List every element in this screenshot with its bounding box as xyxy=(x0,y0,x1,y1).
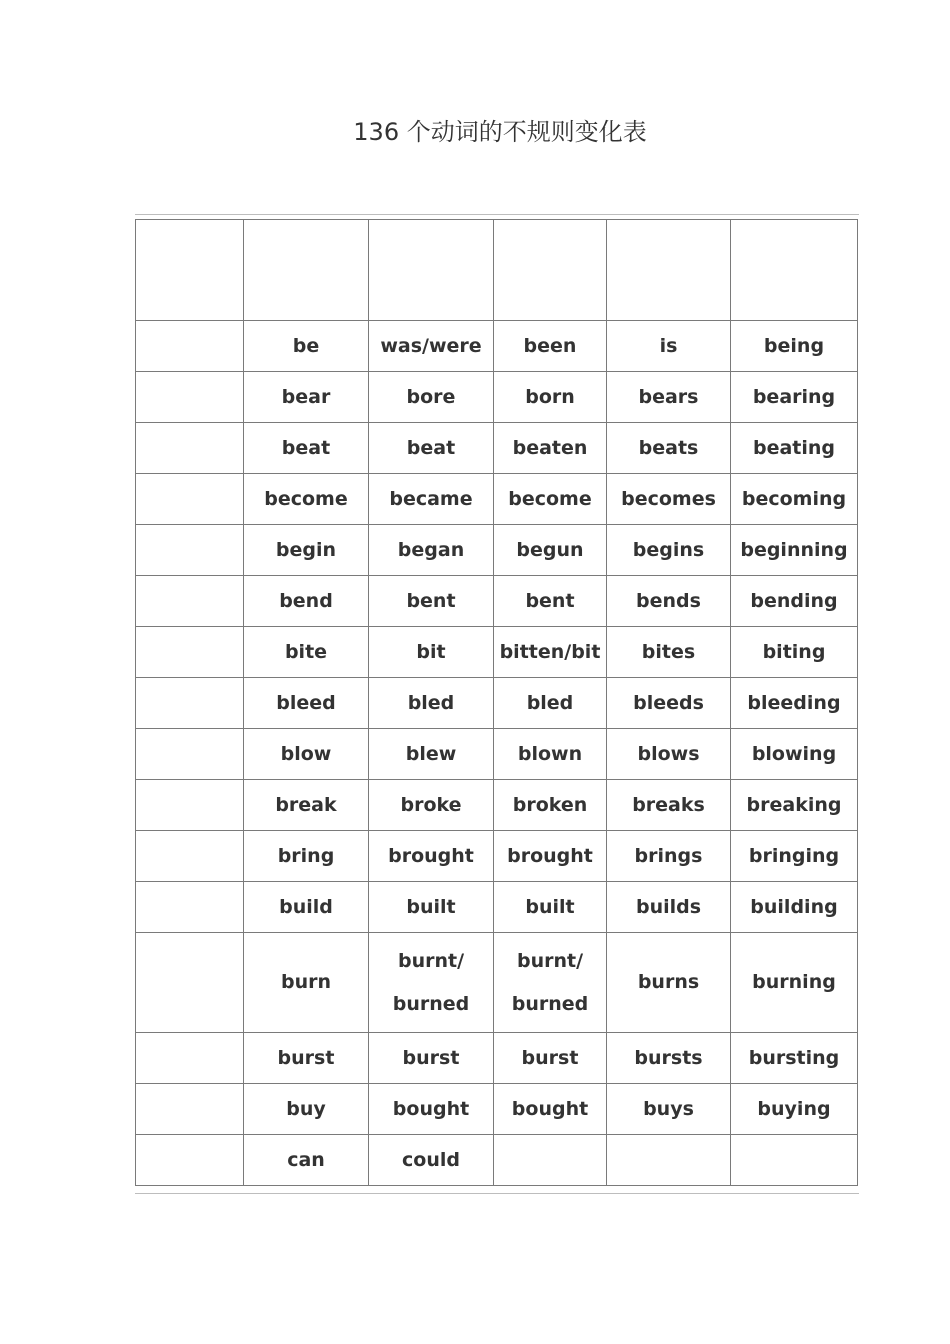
present-participle-cell: blowing xyxy=(731,729,858,780)
third-person-cell: becomes xyxy=(607,474,731,525)
past-tense-cell: bit xyxy=(369,627,494,678)
row-label-cell xyxy=(136,525,244,576)
table-row xyxy=(136,831,858,882)
present-participle-cell: being xyxy=(731,321,858,372)
past-tense-cell: built xyxy=(369,882,494,933)
past-tense-cell: bled xyxy=(369,678,494,729)
row-label-cell xyxy=(136,678,244,729)
present-participle-cell: becoming xyxy=(731,474,858,525)
third-person-cell: bears xyxy=(607,372,731,423)
row-label-cell xyxy=(136,474,244,525)
present-participle-cell xyxy=(731,1135,858,1186)
row-label-cell xyxy=(136,372,244,423)
base-form-cell: buy xyxy=(244,1084,369,1135)
third-person-cell: brings xyxy=(607,831,731,882)
third-person-cell xyxy=(607,1135,731,1186)
present-participle-cell: buying xyxy=(731,1084,858,1135)
row-label-cell xyxy=(136,780,244,831)
past-tense-cell: burst xyxy=(369,1033,494,1084)
base-form-cell: blow xyxy=(244,729,369,780)
table-row xyxy=(136,321,858,372)
past-participle-cell: blown xyxy=(494,729,607,780)
past-tense-cell: could xyxy=(369,1135,494,1186)
present-participle-cell: bending xyxy=(731,576,858,627)
past-participle-cell: begun xyxy=(494,525,607,576)
row-label-cell xyxy=(136,423,244,474)
past-tense-cell: blew xyxy=(369,729,494,780)
past-participle-cell: built xyxy=(494,882,607,933)
past-tense-cell: bought xyxy=(369,1084,494,1135)
third-person-cell: begins xyxy=(607,525,731,576)
present-participle-cell: building xyxy=(731,882,858,933)
past-tense-cell: began xyxy=(369,525,494,576)
past-tense-cell: became xyxy=(369,474,494,525)
header-cell xyxy=(494,220,607,321)
present-participle-cell: bearing xyxy=(731,372,858,423)
table-header-row xyxy=(136,220,858,321)
present-participle-cell: bleeding xyxy=(731,678,858,729)
base-form-cell: burst xyxy=(244,1033,369,1084)
base-form-cell: bend xyxy=(244,576,369,627)
base-form-cell: break xyxy=(244,780,369,831)
header-cell xyxy=(369,220,494,321)
third-person-cell: buys xyxy=(607,1084,731,1135)
row-label-cell xyxy=(136,882,244,933)
table-row xyxy=(136,576,858,627)
row-label-cell xyxy=(136,627,244,678)
table-row xyxy=(136,372,858,423)
present-participle-cell: beating xyxy=(731,423,858,474)
page-title: 136 个动词的不规则变化表 xyxy=(353,118,647,146)
third-person-cell: breaks xyxy=(607,780,731,831)
past-tense-cell: brought xyxy=(369,831,494,882)
past-tense-cell: bore xyxy=(369,372,494,423)
present-participle-cell: bringing xyxy=(731,831,858,882)
base-form-cell: bring xyxy=(244,831,369,882)
row-label-cell xyxy=(136,1135,244,1186)
present-participle-cell: bursting xyxy=(731,1033,858,1084)
past-tense-cell: bent xyxy=(369,576,494,627)
present-participle-cell: breaking xyxy=(731,780,858,831)
table-row xyxy=(136,1084,858,1135)
past-tense-cell: was/were xyxy=(369,321,494,372)
base-form-cell: can xyxy=(244,1135,369,1186)
past-participle-line: burned xyxy=(511,992,589,1015)
past-participle-cell: born xyxy=(494,372,607,423)
base-form-cell: burn xyxy=(244,933,369,1033)
past-participle-cell: become xyxy=(494,474,607,525)
third-person-cell: bends xyxy=(607,576,731,627)
base-form-cell: beat xyxy=(244,423,369,474)
past-participle-cell: brought xyxy=(494,831,607,882)
third-person-cell: bursts xyxy=(607,1033,731,1084)
row-label-cell xyxy=(136,933,244,1033)
past-participle-cell: bent xyxy=(494,576,607,627)
past-participle-cell: bitten/bit xyxy=(494,627,607,678)
past-participle-cell: burst xyxy=(494,1033,607,1084)
past-participle-cell xyxy=(494,1135,607,1186)
third-person-cell: builds xyxy=(607,882,731,933)
table-row xyxy=(136,627,858,678)
base-form-cell: become xyxy=(244,474,369,525)
past-tense-line: burned xyxy=(392,992,470,1015)
past-tense-cell: broke xyxy=(369,780,494,831)
table-row xyxy=(136,1135,858,1186)
third-person-cell: burns xyxy=(607,933,731,1033)
present-participle-cell: beginning xyxy=(731,525,858,576)
third-person-cell: is xyxy=(607,321,731,372)
table-row xyxy=(136,525,858,576)
table-row xyxy=(136,678,858,729)
past-tense-cell xyxy=(369,933,494,1033)
base-form-cell: bleed xyxy=(244,678,369,729)
base-form-cell: build xyxy=(244,882,369,933)
base-form-cell: begin xyxy=(244,525,369,576)
table-row xyxy=(136,423,858,474)
base-form-cell: be xyxy=(244,321,369,372)
row-label-cell xyxy=(136,1084,244,1135)
table-row xyxy=(136,474,858,525)
third-person-cell: bleeds xyxy=(607,678,731,729)
header-cell xyxy=(244,220,369,321)
past-participle-line: burnt/ xyxy=(516,949,584,972)
past-participle-cell: beaten xyxy=(494,423,607,474)
table-row xyxy=(136,729,858,780)
row-label-cell xyxy=(136,1033,244,1084)
header-cell xyxy=(731,220,858,321)
present-participle-cell: burning xyxy=(731,933,858,1033)
past-participle-cell: been xyxy=(494,321,607,372)
row-label-cell xyxy=(136,729,244,780)
third-person-cell: bites xyxy=(607,627,731,678)
past-participle-cell: bought xyxy=(494,1084,607,1135)
row-label-cell xyxy=(136,576,244,627)
present-participle-cell: biting xyxy=(731,627,858,678)
base-form-cell: bite xyxy=(244,627,369,678)
past-participle-cell: bled xyxy=(494,678,607,729)
header-cell xyxy=(136,220,244,321)
third-person-cell: beats xyxy=(607,423,731,474)
past-participle-cell: broken xyxy=(494,780,607,831)
verb-table xyxy=(135,219,858,1186)
row-label-cell xyxy=(136,321,244,372)
base-form-cell: bear xyxy=(244,372,369,423)
table-row xyxy=(136,1033,858,1084)
header-cell xyxy=(607,220,731,321)
past-participle-cell xyxy=(494,933,607,1033)
past-tense-cell: beat xyxy=(369,423,494,474)
third-person-cell: blows xyxy=(607,729,731,780)
table-row xyxy=(136,882,858,933)
table-row xyxy=(136,780,858,831)
row-label-cell xyxy=(136,831,244,882)
past-tense-line: burnt/ xyxy=(397,949,465,972)
table-row xyxy=(136,933,858,1033)
